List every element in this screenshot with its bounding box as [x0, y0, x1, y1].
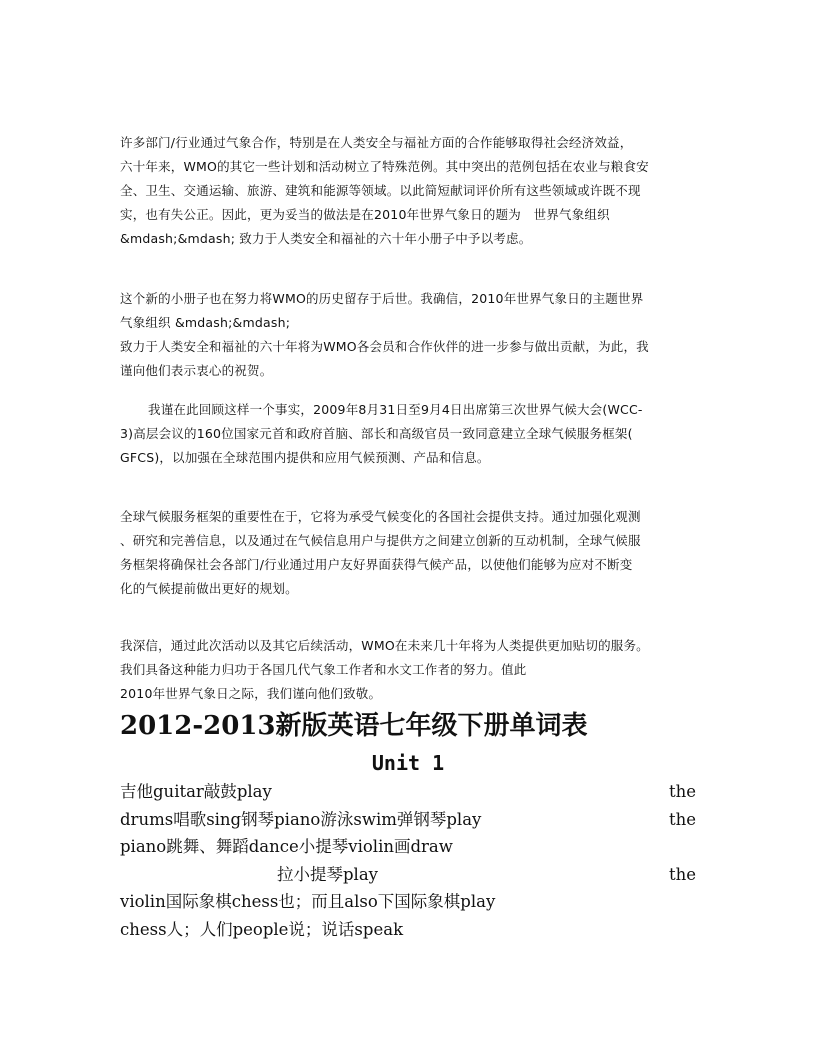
- text-line: 全球气候服务框架的重要性在于，它将为承受气候变化的各国社会提供支持。通过加强化观测: [120, 509, 641, 524]
- paragraph-4: [120, 505, 696, 601]
- text-line: 我深信，通过此次活动以及其它后续活动，WMO在未来几十年将为人类提供更加贴切的服务。: [120, 638, 649, 653]
- vocab-title: 2012-2013新版英语七年级下册单词表: [120, 711, 588, 741]
- vocab-line-text: 吉他guitar敲鼓play: [120, 782, 272, 801]
- paragraph-2: [120, 287, 696, 383]
- document-page: [120, 0, 696, 1056]
- text-line: 我谨在此回顾这样一个事实，2009年8月31日至9月4日出席第三次世界气候大会(WCC-: [148, 402, 643, 417]
- vocab-line: [120, 861, 696, 889]
- text-line: 务框架将确保社会各部门/行业通过用户友好界面获得气候产品，以使他们能够为应对不断变: [120, 557, 633, 572]
- vocab-line-end: the: [668, 782, 696, 801]
- text-line: GFCS)，以加强在全球范围内提供和应用气候预测、产品和信息。: [120, 450, 490, 465]
- text-line: 致力于人类安全和福祉的六十年将为WMO各会员和合作伙伴的进一步参与做出贡献，为此，我: [120, 339, 649, 354]
- vocab-line-text: 拉小提琴play: [277, 864, 378, 884]
- vocab-list: [120, 778, 696, 944]
- text-line: 气象组织 &mdash;&mdash;: [120, 315, 291, 330]
- text-line: 六十年来，WMO的其它一些计划和活动树立了特殊范例。其中突出的范例包括在农业与粮食安: [120, 159, 649, 174]
- vocab-line: [120, 916, 696, 944]
- text-line: 全、卫生、交通运输、旅游、建筑和能源等领域。以此简短献词评价所有这些领域或许既不现: [120, 183, 641, 198]
- text-line: 我们具备这种能力归功于各国几代气象工作者和水文工作者的努力。值此: [120, 662, 527, 677]
- vocab-line: [120, 833, 696, 861]
- text-line: 、研究和完善信息，以及通过在气候信息用户与提供方之间建立创新的互动机制，全球气候服: [120, 533, 641, 548]
- unit-heading: Unit 1: [371, 751, 445, 775]
- text-line: 谨向他们表示衷心的祝贺。: [120, 363, 273, 378]
- text-line: 这个新的小册子也在努力将WMO的历史留存于后世。我确信，2010年世界气象日的主题世界: [120, 291, 644, 306]
- vocab-line-text: drums唱歌sing钢琴piano游泳swim弹钢琴play: [120, 809, 482, 829]
- paragraph-1: [120, 131, 696, 251]
- text-line: 实，也有失公正。因此，更为妥当的做法是在2010年世界气象日的题为 世界气象组织: [120, 207, 610, 222]
- text-line: 许多部门/行业通过气象合作，特别是在人类安全与福祉方面的合作能够取得社会经济效益，: [120, 135, 633, 150]
- vocab-line: [120, 888, 696, 916]
- vocab-line: [120, 778, 696, 806]
- text-line: 化的气候提前做出更好的规划。: [120, 581, 298, 596]
- vocab-line-text: piano跳舞、舞蹈dance小提琴violin画draw: [120, 837, 453, 857]
- paragraph-5: [120, 634, 696, 706]
- paragraph-3: [120, 398, 696, 470]
- vocab-line-text: chess人；人们people说；说话speak: [120, 919, 404, 939]
- vocab-line-end: the: [668, 809, 696, 829]
- vocab-line-text: violin国际象棋chess也；而且also下国际象棋play: [120, 892, 496, 912]
- text-line: 3)高层会议的160位国家元首和政府首脑、部长和高级官员一致同意建立全球气候服务框架(: [120, 426, 633, 441]
- vocab-line: [120, 806, 696, 834]
- text-line: &mdash;&mdash; 致力于人类安全和福祉的六十年小册子中予以考虑。: [120, 231, 532, 246]
- vocab-line-end: the: [668, 864, 696, 884]
- text-line: 2010年世界气象日之际，我们谨向他们致敬。: [120, 686, 382, 701]
